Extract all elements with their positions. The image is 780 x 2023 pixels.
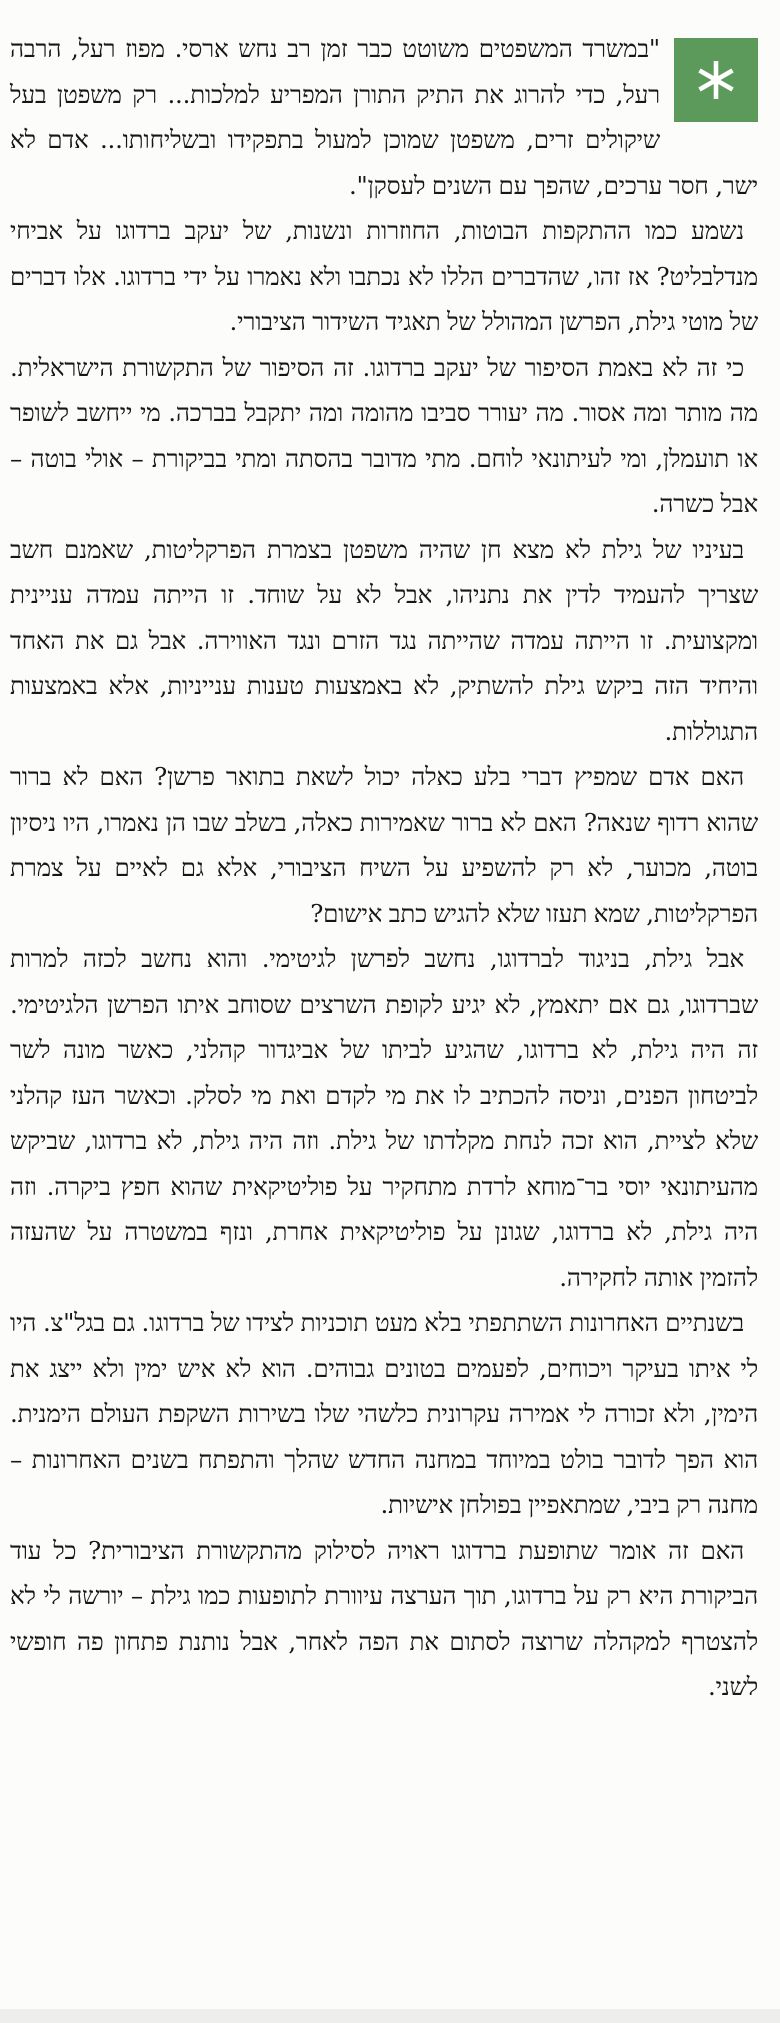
paragraph-3: כי זה לא באמת הסיפור של יעקב ברדוגו. זה הסיפור של התקשורת הישראלית. מה מותר ומה אסור. מה יעורר סביבו מהומה ומה יתקבל בברכה. מי ייחשב לשופר או תועמלן, ומי לעיתונאי לוחם. מתי מדובר בהסתה ומתי בביקורת – אולי בוטה – אבל כשרה. (10, 352, 758, 518)
paragraph-4: בעיניו של גילת לא מצא חן שהיה משפטן בצמרת הפרקליטות, שאמנם חשב שצריך להעמיד לדין את נתניהו, אבל לא על שוחד. זו הייתה עמדה עניינית ומקצועית. זו הייתה עמדה שהייתה נגד הזרם ונגד האווירה. אבל גם את האחד והיחיד הזה ביקש גילת להשתיק, לא באמצעות טענות ענייניות, אלא באמצעות התגוללות. (10, 534, 758, 746)
asterisk-icon (693, 57, 739, 103)
article-body (10, 26, 758, 1710)
asterisk-badge (674, 38, 758, 122)
paragraph-5: האם אדם שמפיץ דברי בלע כאלה יכול לשאת בתואר פרשן? האם לא ברור שהוא רדוף שנאה? האם לא ברור שאמירות כאלה, בשלב שבו הן נאמרו, היו ניסיון בוטה, מכוער, לא רק להשפיע על השיח הציבורי, אלא גם לאיים על צמרת הפרקליטות, שמא תעזו שלא להגיש כתב אישום? (10, 762, 758, 928)
paragraph-7: בשנתיים האחרונות השתתפתי בלא מעט תוכניות לצידו של ברדוגו. גם בגל"צ. היו לי איתו בעיקר ויכוחים, לפעמים בטונים גבוהים. הוא לא איש ימין ולא ייצג את הימין, ולא זכורה לי אמירה עקרונית כלשהי שלו בשירות השקפת העולם הימנית. הוא הפך לדובר בולט במיוחד במחנה החדש שהלך והתפתח בשנים האחרונות – מחנה רק ביבי, שמתאפיין בפולחן אישיות. (10, 1308, 758, 1519)
paragraph-6: אבל גילת, בניגוד לברדוגו, נחשב לפרשן לגיטימי. והוא נחשב לכזה למרות שברדוגו, גם אם יתאמץ, לא יגיע לקופת השרצים שסוחב איתו הפרשן הלגיטימי. זה היה גילת, לא ברדוגו, שהגיע לביתו של אביגדור קהלני, כאשר מונה לשר לביטחון הפנים, וניסה להכתיב לו את מי לקדם ואת מי לסלק. וכאשר העז קהלני שלא לציית, הוא זכה לנחת מקלדתו של גילת. וזה היה גילת, לא ברדוגו, שביקש מהעיתונאי יוסי בר־מוחא לרדת מתחקיר על פוליטיקאית שהוא חפץ ביקרה. וזה היה גילת, לא ברדוגו, שגונן על פוליטיקאית אחרת, ונזף במשטרה על שהעזה להזמין אותה לחקירה. (10, 944, 758, 1292)
page-bottom-edge (0, 2009, 780, 2023)
paragraph-2: נשמע כמו ההתקפות הבוטות, החוזרות ונשנות, של יעקב ברדוגו על אביחי מנדלבליט? אז זהו, שהדברים הללו לא נכתבו ולא נאמרו על ידי ברדוגו. אלו דברים של מוטי גילת, הפרשן המהולל של תאגיד השידור הציבורי. (10, 216, 758, 336)
paragraph-1: "במשרד המשפטים משוטט כבר זמן רב נחש ארסי. מפוז רעל, הרבה רעל, כדי להרוג את התיק התורן המפריע למלכות... רק משפטן בעל שיקולים זרים, משפטן שמוכן למעול בתפקידו ובשליחותו... אדם לא ישר, חסר ערכים, שהפך עם השנים לעסקן". (10, 34, 758, 200)
paragraph-8: האם זה אומר שתופעת ברדוגו ראויה לסילוק מהתקשורת הציבורית? כל עוד הביקורת היא רק על ברדוגו, תוך הערצה עיוורת לתופעות כמו גילת – יורשה לי לא להצטרף למקהלה שרוצה לסתום את הפה לאחר, אבל נותנת פתחון פה חופשי לשני. (10, 1535, 758, 1701)
